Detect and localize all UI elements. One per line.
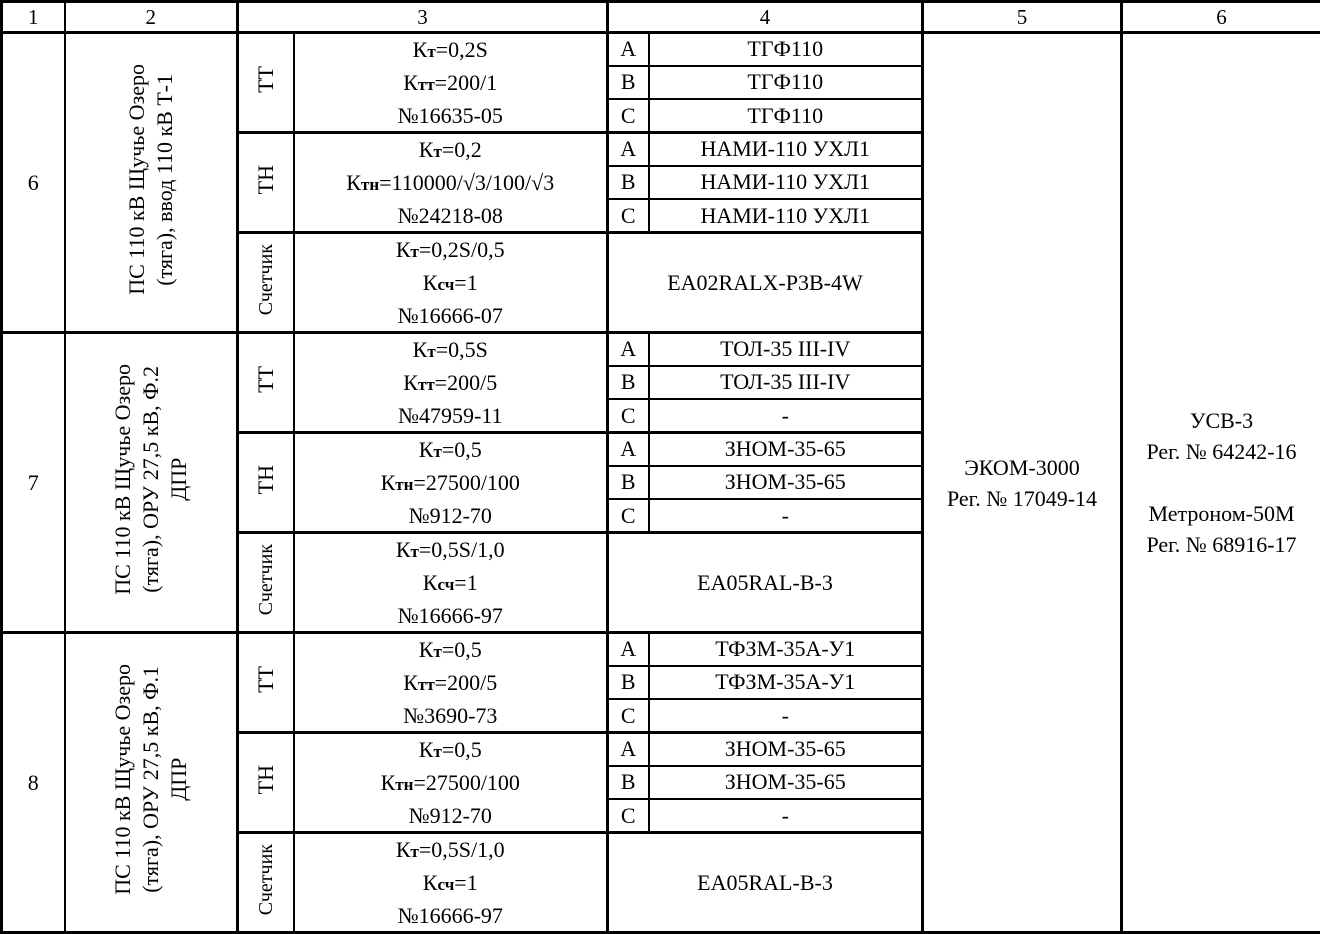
meter-label: Счетчик: [252, 844, 280, 915]
serial-number: №16666-97: [295, 900, 607, 931]
param-line: Кт=0,2S/0,5: [295, 234, 607, 267]
header-col-6: 6: [1122, 2, 1320, 33]
phase-letter: C: [608, 199, 649, 232]
serial-number: №16635-05: [295, 100, 607, 131]
param-line: Кт=0,5: [295, 634, 607, 667]
param-line: Кт=0,2S: [295, 34, 607, 67]
object-name-cell: [65, 633, 238, 933]
object-line: (тяга), ОРУ 27,5 кВ, Ф.1: [137, 664, 165, 895]
param-cell-tt: [294, 33, 608, 133]
time-sync-cell: [1122, 33, 1320, 933]
section-label-meter: [238, 533, 294, 633]
tt-label: ТТ: [252, 666, 280, 693]
serial-number: №47959-11: [295, 400, 607, 431]
phase-letter: A: [608, 33, 649, 66]
object-line: ПС 110 кВ Щучье Озеро: [123, 64, 151, 295]
phase-equipment: НАМИ-110 УХЛ1: [649, 133, 923, 166]
object-name-cell: [65, 33, 238, 333]
object-line: ДПР: [165, 364, 193, 595]
param-line: Кт=0,5S/1,0: [295, 834, 607, 867]
phase-letter: A: [608, 333, 649, 366]
object-name: [109, 664, 193, 895]
tn-label: ТН: [252, 165, 280, 194]
object-line: ПС 110 кВ Щучье Озеро: [109, 664, 137, 895]
section-label-tt: [238, 333, 294, 433]
phase-equipment: ТОЛ-35 III-IV: [649, 366, 923, 399]
section-label-tn: [238, 433, 294, 533]
section-label-meter: [238, 833, 294, 933]
param-line: Ктн=27500/100: [295, 767, 607, 800]
sync-reg-number: Рег. № 68916-17: [1123, 529, 1320, 560]
meter-device: EA05RAL-B-3: [608, 533, 923, 633]
object-name-cell: [65, 333, 238, 633]
param-line: Кт=0,5: [295, 734, 607, 767]
serial-number: №16666-07: [295, 300, 607, 331]
phase-letter: A: [608, 133, 649, 166]
section-label-tn: [238, 733, 294, 833]
table-row: [2, 33, 1320, 66]
phase-equipment: ТФЗМ-35А-У1: [649, 633, 923, 666]
serial-number: №3690-73: [295, 700, 607, 731]
phase-letter: B: [608, 466, 649, 499]
row-number: 8: [2, 633, 65, 933]
tn-label: ТН: [252, 465, 280, 494]
param-cell-tn: [294, 133, 608, 233]
phase-letter: C: [608, 99, 649, 132]
serial-number: №912-70: [295, 500, 607, 531]
phase-equipment: -: [649, 799, 923, 832]
phase-letter: C: [608, 699, 649, 732]
header-col-1: 1: [2, 2, 65, 33]
param-cell-tt: [294, 333, 608, 433]
object-line: ПС 110 кВ Щучье Озеро: [109, 364, 137, 595]
phase-equipment: ТГФ110: [649, 99, 923, 132]
phase-equipment: НАМИ-110 УХЛ1: [649, 166, 923, 199]
param-cell-tn: [294, 733, 608, 833]
meter-device: EA05RAL-B-3: [608, 833, 923, 933]
header-col-2: 2: [65, 2, 238, 33]
param-cell-meter: [294, 533, 608, 633]
phase-letter: B: [608, 66, 649, 99]
param-line: Ксч=1: [295, 567, 607, 600]
param-line: Ктт=200/5: [295, 367, 607, 400]
spacer-line: [1123, 467, 1320, 498]
tt-label: ТТ: [252, 366, 280, 393]
phase-letter: B: [608, 366, 649, 399]
row-number: 7: [2, 333, 65, 633]
sync-device-name: УСВ-3: [1123, 405, 1320, 436]
param-line: Кт=0,2: [295, 134, 607, 167]
sync-reg-number: Рег. № 64242-16: [1123, 436, 1320, 467]
phase-letter: C: [608, 399, 649, 432]
phase-equipment: ЗНОМ-35-65: [649, 766, 923, 799]
param-line: Кт=0,5: [295, 434, 607, 467]
section-label-tt: [238, 633, 294, 733]
phase-equipment: ТГФ110: [649, 33, 923, 66]
ais-name: ЭКОМ-3000: [924, 452, 1120, 483]
phase-equipment: ЗНОМ-35-65: [649, 433, 923, 466]
serial-number: №912-70: [295, 800, 607, 831]
serial-number: №24218-08: [295, 200, 607, 231]
phase-letter: A: [608, 433, 649, 466]
tt-label: ТТ: [252, 66, 280, 93]
phase-letter: B: [608, 666, 649, 699]
param-cell-tt: [294, 633, 608, 733]
meter-device: EA02RALX-P3B-4W: [608, 233, 923, 333]
object-line: (тяга), ввод 110 кВ Т-1: [151, 64, 179, 295]
phase-equipment: НАМИ-110 УХЛ1: [649, 199, 923, 232]
phase-letter: A: [608, 633, 649, 666]
section-label-tt: [238, 33, 294, 133]
param-line: Ктн=27500/100: [295, 467, 607, 500]
param-line: Ксч=1: [295, 867, 607, 900]
object-name: [109, 364, 193, 595]
phase-letter: B: [608, 166, 649, 199]
sync-device-name: Метроном-50М: [1123, 498, 1320, 529]
object-line: (тяга), ОРУ 27,5 кВ, Ф.2: [137, 364, 165, 595]
header-row: [2, 2, 1320, 33]
phase-letter: C: [608, 499, 649, 532]
phase-equipment: ТОЛ-35 III-IV: [649, 333, 923, 366]
param-cell-meter: [294, 833, 608, 933]
section-label-meter: [238, 233, 294, 333]
header-col-4: 4: [608, 2, 923, 33]
ais-reg-number: Рег. № 17049-14: [924, 483, 1120, 514]
phase-equipment: ТФЗМ-35А-У1: [649, 666, 923, 699]
phase-letter: B: [608, 766, 649, 799]
object-name: [123, 64, 179, 295]
phase-equipment: ЗНОМ-35-65: [649, 466, 923, 499]
meter-label: Счетчик: [252, 544, 280, 615]
phase-equipment: ЗНОМ-35-65: [649, 733, 923, 766]
object-line: ДПР: [165, 664, 193, 895]
header-col-5: 5: [923, 2, 1122, 33]
param-line: Ксч=1: [295, 267, 607, 300]
tn-label: ТН: [252, 765, 280, 794]
header-col-3: 3: [238, 2, 608, 33]
phase-letter: A: [608, 733, 649, 766]
row-number: 6: [2, 33, 65, 333]
param-cell-meter: [294, 233, 608, 333]
meter-label: Счетчик: [252, 244, 280, 315]
serial-number: №16666-97: [295, 600, 607, 631]
phase-equipment: ТГФ110: [649, 66, 923, 99]
param-cell-tn: [294, 433, 608, 533]
param-line: Ктт=200/5: [295, 667, 607, 700]
phase-equipment: -: [649, 499, 923, 532]
section-label-tn: [238, 133, 294, 233]
param-line: Кт=0,5S/1,0: [295, 534, 607, 567]
ais-system-cell: [923, 33, 1122, 933]
param-line: Ктн=110000/√3/100/√3: [295, 167, 607, 200]
phase-equipment: -: [649, 699, 923, 732]
phase-equipment: -: [649, 399, 923, 432]
param-line: Кт=0,5S: [295, 334, 607, 367]
param-line: Ктт=200/1: [295, 67, 607, 100]
phase-letter: C: [608, 799, 649, 832]
